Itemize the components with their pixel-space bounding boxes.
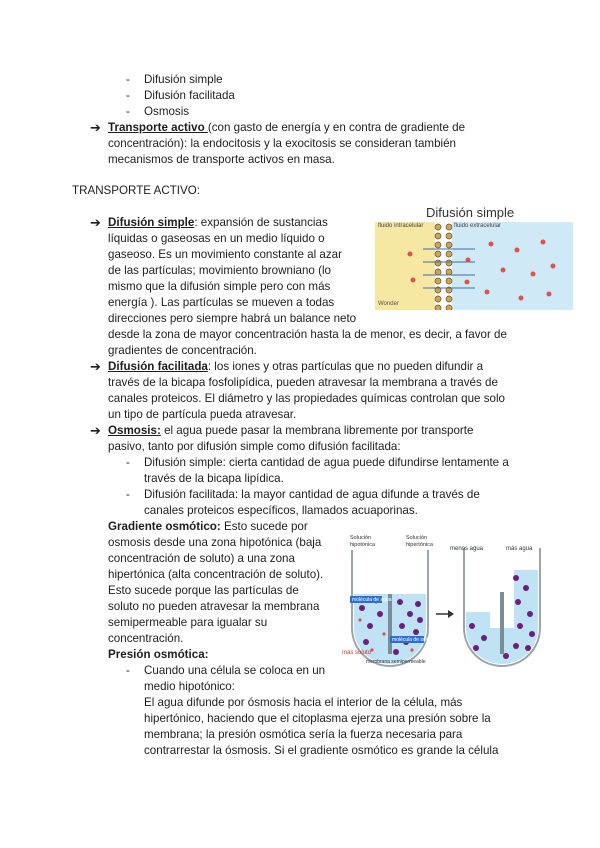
text-line: osmosis desde una zona hipotónica (baja xyxy=(108,536,322,549)
list-dash: - xyxy=(126,488,130,501)
osmosis-line: Osmosis: el agua puede pasar la membrana libremente por transporte xyxy=(108,424,474,437)
list-dash: - xyxy=(126,456,130,469)
list-dash: - xyxy=(126,73,130,86)
figure-label: menos agua xyxy=(450,546,484,552)
text-line: soluto no pueden atravesar la membrana xyxy=(108,600,320,613)
text-line: un tipo de partícula pueda atravesar. xyxy=(108,408,297,421)
list-item: Osmosis xyxy=(144,105,190,118)
text-line: líquidas o gaseosas en un medio líquido o xyxy=(108,232,325,245)
difusion-facilitada-line: Difusión facilitada: los iones y otras partículas que no pueden difundir a xyxy=(108,360,484,373)
term-difusion-simple: Difusión simple xyxy=(108,216,195,229)
figure-credit: Wonder xyxy=(378,301,399,307)
list-dash: - xyxy=(126,664,130,677)
arrow-bullet-icon: ➔ xyxy=(90,120,101,135)
transporte-activo-line: Transporte activo (con gasto de energía y en contra de gradiente de xyxy=(108,121,466,134)
text-line: contrarrestar la ósmosis. Si el gradiente osmótico es grande la célula xyxy=(144,744,499,757)
text-line: mismo que la difusión simple pero con más xyxy=(108,280,331,293)
list-dash: - xyxy=(126,105,130,118)
text-line: semipermeable para igualar su xyxy=(108,616,268,629)
text-line: concentración de soluto) a una zona xyxy=(108,552,295,565)
text-line: hipertónica (alta concentración de soluto). xyxy=(108,568,324,581)
text-line: desde la zona de mayor concentración hasta la de menor, es decir, a favor de xyxy=(108,328,507,341)
text-line: membrana; la presión osmótica sería la fuerza necesaria para xyxy=(144,728,463,741)
text-line: concentración): la endocitosis y la exocitosis se consideran también xyxy=(108,137,456,150)
text-line: concentración. xyxy=(108,632,184,645)
arrow-bullet-icon: ➔ xyxy=(90,423,101,438)
term-osmosis: Osmosis: xyxy=(108,424,161,437)
figure-label: más agua xyxy=(506,546,533,552)
text-line: gaseoso. Es un movimiento constante al azar xyxy=(108,248,342,261)
text-line: mecanismos de transporte activos en masa. xyxy=(108,153,335,166)
term-difusion-facilitada: Difusión facilitada xyxy=(108,360,208,373)
figure-label: fluido extracelular xyxy=(454,223,502,229)
list-item: Difusión facilitada: la mayor cantidad de agua difunde a través de xyxy=(144,488,480,501)
term-transporte-activo: Transporte activo xyxy=(108,121,208,134)
figure-label: Solución hipertónica xyxy=(406,535,433,548)
figure-label: membrana semipermeable xyxy=(366,659,426,665)
text-line: pasivo, tanto por difusión simple como difusión facilitada: xyxy=(108,440,401,453)
list-item: Difusión simple: cierta cantidad de agua puede difundirse lentamente a xyxy=(144,456,509,469)
text-line: canales proteicos. El diámetro y las propiedades químicas controlan que solo xyxy=(108,392,505,405)
text-line: Esto sucede porque las partículas de xyxy=(108,584,299,597)
list-item-cont: canales proteicos específicos, llamados acuaporinas. xyxy=(144,504,418,517)
list-item: Difusión facilitada xyxy=(144,89,235,102)
list-item-cont: través de la bicapa lipídica. xyxy=(144,472,284,485)
section-heading: TRANSPORTE ACTIVO: xyxy=(72,184,200,197)
presion-heading: Presión osmótica: xyxy=(108,648,209,661)
text-line: hipertónico, haciendo que el citoplasma ejerza una presión sobre la xyxy=(144,712,491,725)
figure-title: Difusión simple xyxy=(426,205,515,220)
text-line: gradientes de concentración. xyxy=(108,344,257,357)
text-line: energía ). Las partículas se mueven a todas xyxy=(108,296,335,309)
difusion-simple-line: Difusión simple: expansión de sustancias xyxy=(108,216,328,229)
figure-label: molécula de agua xyxy=(352,597,392,603)
figure-label: fluido intracelular xyxy=(378,223,424,229)
list-item-cont: medio hipotónico: xyxy=(144,680,235,693)
diffusion-diagram xyxy=(375,222,573,310)
text-line: través de la bicapa fosfolipídica, pueden atravesar la membrana a través de xyxy=(108,376,498,389)
text-line: de las partículas; movimiento browniano (lo xyxy=(108,264,331,277)
gradiente-line: Gradiente osmótico: Esto sucede por xyxy=(108,520,308,533)
list-item: Cuando una célula se coloca en un xyxy=(144,664,326,677)
arrow-bullet-icon: ➔ xyxy=(90,215,101,230)
list-item: Difusión simple xyxy=(144,73,223,86)
figure-label: más soluto xyxy=(342,650,372,656)
figure-label: Solución hipotónica xyxy=(350,535,376,548)
figure-label: molécula de soluto xyxy=(392,637,434,643)
arrow-bullet-icon: ➔ xyxy=(90,359,101,374)
term-gradiente: Gradiente osmótico: xyxy=(108,520,221,533)
list-dash: - xyxy=(126,89,130,102)
text-line: direcciones pero siempre habrá un balance neto xyxy=(108,312,357,325)
text-line: El agua difunde por ósmosis hacia el interior de la célula, más xyxy=(144,696,463,709)
